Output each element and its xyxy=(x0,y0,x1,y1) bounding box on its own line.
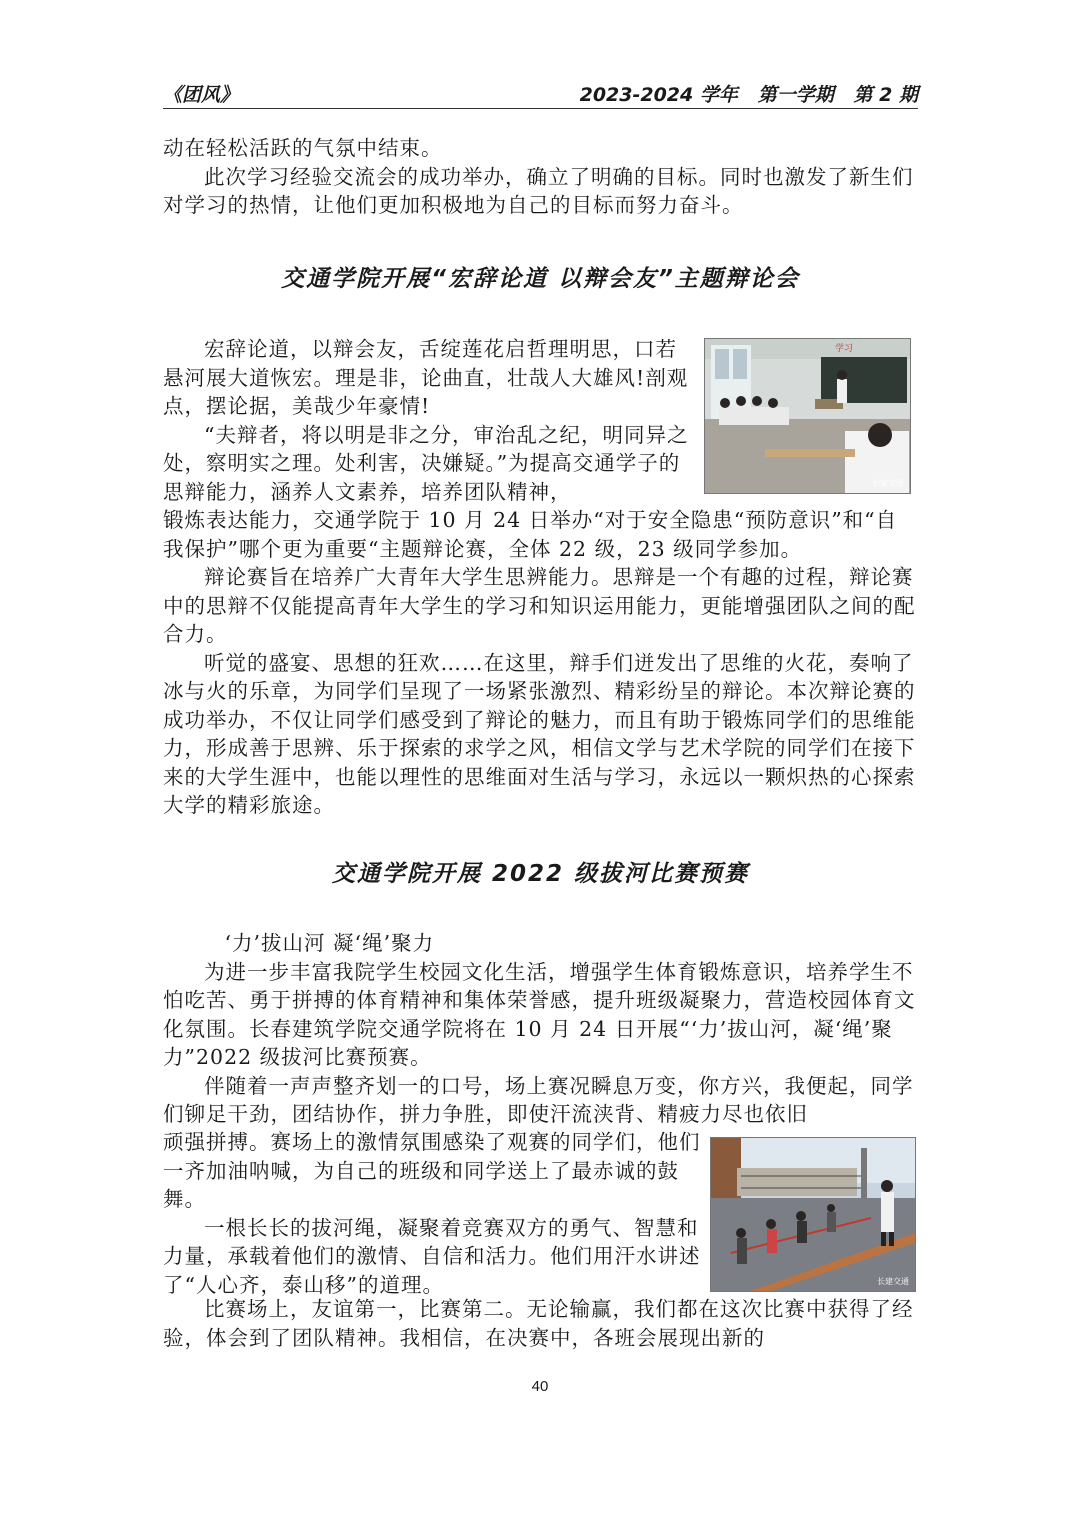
debate-photo xyxy=(704,338,911,494)
article2-full-text xyxy=(163,929,918,1129)
article1-title: 交通学院开展“宏辞论道 以辩会友”主题辩论会 xyxy=(281,266,800,292)
article1-paragraph-1: 宏辞论道，以辩会友，舌绽莲花启哲理明思，口若悬河展大道恢宏。理是非，论曲直，壮哉人大雄风!剖观点，摆论据，美哉少年豪情! xyxy=(163,337,689,418)
intro-line: 动在轻松活跃的气氛中结束。 xyxy=(163,136,443,160)
article2-final-text xyxy=(163,1295,918,1352)
issue-info: 2023-2024 学年 第一学期 第 2 期 xyxy=(579,84,918,106)
article2-paragraph-4: 比赛场上，友谊第一，比赛第二。无论输赢，我们都在这次比赛中获得了经验，体会到了团队精神。我相信，在决赛中，各班会展现出新的 xyxy=(163,1297,914,1350)
article2-paragraph-3: 一根长长的拔河绳，凝聚着竞赛双方的勇气、智慧和力量，承载着他们的激情、自信和活力。他们用汗水讲述了“人心齐，泰山移”的道理。 xyxy=(163,1215,701,1297)
article2-subtitle: ‘力’拔山河 凝‘绳’聚力 xyxy=(224,931,435,955)
svg-text:学习: 学习 xyxy=(835,344,854,354)
article1-paragraph-2-end: 锻炼表达能力，交通学院于 10 月 24 日举办“对于安全隐患“预防意识”和“自我保护”哪个更为重要“主题辩论赛，全体 22 级，23 级同学参加。 xyxy=(163,508,898,561)
journal-name: 《团风》 xyxy=(163,84,240,106)
debate-photo-watermark: 长建交通 xyxy=(872,479,904,488)
page-number: 40 xyxy=(531,1378,549,1395)
debate-photo-illustration xyxy=(705,339,910,493)
article2-paragraph-1: 为进一步丰富我院学生校园文化生活，增强学生体育锻炼意识，培养学生不怕吃苦、勇于拼搏的体育精神和集体荣誉感，提升班级凝聚力，营造校园体育文化氛围。长春建筑学院交通学院将在 10 月 24 日开展“‘力’拔山河，凝‘绳’聚力”2022 级拔河比赛预赛。 xyxy=(163,959,916,1069)
intro-section xyxy=(163,134,918,220)
article2-paragraph-2-start: 伴随着一声声整齐划一的口号，场上赛况瞬息万变，你方兴，我便起，同学们铆足干劲，团结协作，拼力争胜，即使汗流浃背、精疲力尽也依旧 xyxy=(163,1073,914,1126)
article1-full-text xyxy=(163,506,918,820)
page-header xyxy=(163,78,918,109)
tug-of-war-photo xyxy=(710,1137,916,1292)
tug-of-war-illustration xyxy=(711,1138,915,1291)
article2-paragraph-2-end: 顽强拼搏。赛场上的激情氛围感染了观赛的同学们，他们一齐加油呐喊，为自己的班级和同学送上了最赤诚的鼓舞。 xyxy=(163,1130,701,1211)
tug-photo-watermark: 长建交通 xyxy=(877,1277,909,1286)
intro-paragraph: 此次学习经验交流会的成功举办，确立了明确的目标。同时也激发了新生们对学习的热情，让他们更加积极地为自己的目标而努力奋斗。 xyxy=(163,164,914,217)
article1-paragraph-4: 听觉的盛宴、思想的狂欢……在这里，辩手们迸发出了思维的火花，奏响了冰与火的乐章，为同学们呈现了一场紧张激烈、精彩纷呈的辩论。本次辩论赛的成功举办，不仅让同学们感受到了辩论的魅力，而且有助于锻炼同学们的思维能力，形成善于思辨、乐于探索的求学之风，相信文学与艺术学院的同学们在接下来的大学生涯中，也能以理性的思维面对生活与学习，永远以一颗炽热的心探索大学的精彩旅途。 xyxy=(163,650,916,817)
article1-paragraph-3: 辩论赛旨在培养广大青年大学生思辨能力。思辩是一个有趣的过程，辩论赛中的思辩不仅能提高青年大学生的学习和知识运用能力，更能增强团队之间的配合力。 xyxy=(163,565,916,646)
article2-title: 交通学院开展 2022 级拔河比赛预赛 xyxy=(331,861,750,887)
article1-paragraph-2-start: “夫辩者，将以明是非之分，审治乱之纪，明同异之处，察明实之理。处利害，决嫌疑。”为提高交通学子的思辩能力，涵养人文素养，培养团队精神， xyxy=(163,422,689,504)
article1-wrap-text xyxy=(163,335,695,506)
article2-wrap-text xyxy=(163,1128,703,1299)
